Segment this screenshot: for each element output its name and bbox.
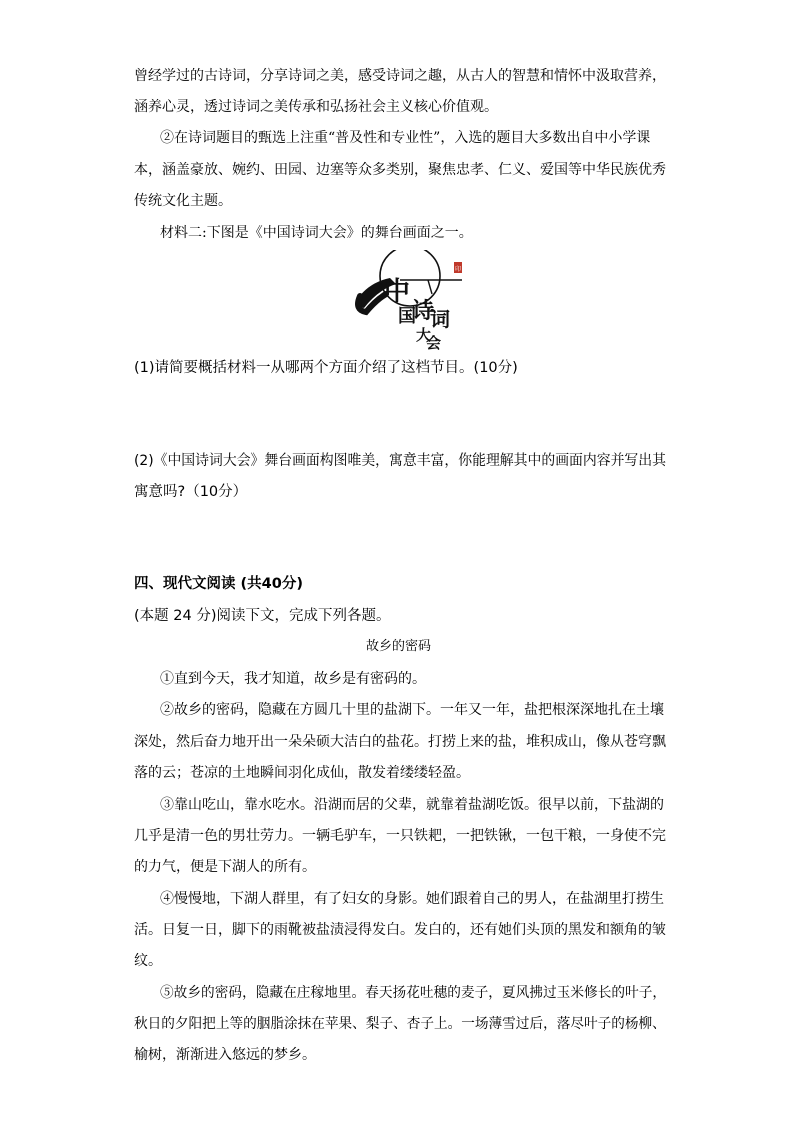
- article-title: 故乡的密码: [366, 639, 432, 654]
- svg-text:印: 印: [454, 266, 462, 273]
- question-2-line-1: (2)《中国诗词大会》舞台画面构图唯美，寓意丰富，你能理解其中的画面内容并写出其: [134, 453, 666, 469]
- body-line: 的力气，便是下湖人的所有。: [134, 859, 316, 875]
- body-line: 传统文化主题。: [134, 193, 232, 209]
- question-2-line-2: 寓意吗?（10分）: [134, 484, 248, 500]
- section-heading: 四、现代文阅读 (共40分): [134, 576, 303, 592]
- svg-text:中: 中: [384, 277, 411, 307]
- svg-text:大: 大: [416, 326, 432, 344]
- body-line: 榆树，渐渐进入悠远的梦乡。: [134, 1047, 316, 1063]
- body-line: ④慢慢地，下湖人群里，有了妇女的身影。她们跟着自己的男人，在盐湖里打捞生: [160, 891, 664, 907]
- body-line: 纹。: [134, 953, 162, 969]
- body-line: 秋日的夕阳把上等的胭脂涂抹在苹果、梨子、杏子上。一场薄雪过后，落尽叶子的杨柳、: [134, 1016, 666, 1032]
- body-line: 落的云；苍凉的土地瞬间羽化成仙，散发着缕缕轻盈。: [134, 765, 470, 781]
- body-line: ①直到今天，我才知道，故乡是有密码的。: [160, 671, 426, 687]
- body-line: ②在诗词题目的甄选上注重“普及性和专业性”，入选的题目大多数出自中小学课: [160, 130, 651, 146]
- material-two-intro: 材料二:下图是《中国诗词大会》的舞台画面之一。: [160, 225, 473, 241]
- poetry-conference-logo: [350, 250, 480, 350]
- question-1: (1)请简要概括材料一从哪两个方面介绍了这档节目。(10分): [134, 360, 518, 376]
- body-line: 几乎是清一色的男壮劳力。一辆毛驴车，一只铁耙，一把铁锹，一包干粮，一身使不完: [134, 828, 666, 844]
- body-line: ⑤故乡的密码，隐藏在庄稼地里。春天扬花吐穗的麦子，夏风拂过玉米修长的叶子，: [160, 985, 667, 1001]
- svg-text:国: 国: [398, 306, 416, 327]
- svg-text:诗: 诗: [412, 298, 435, 324]
- body-line: ③靠山吃山，靠水吃水。沿湖而居的父辈，就靠着盐湖吃饭。很早以前，下盐湖的: [160, 797, 664, 813]
- body-line: 曾经学过的古诗词，分享诗词之美，感受诗词之趣，从古人的智慧和情怀中汲取营养，: [134, 68, 666, 84]
- section-instruction: (本题 24 分)阅读下文，完成下列各题。: [134, 608, 391, 624]
- body-line: 深处，然后奋力地开出一朵朵硕大洁白的盐花。打捞上来的盐，堆积成山，像从苍穹飘: [134, 734, 666, 750]
- body-line: ②故乡的密码，隐藏在方圆几十里的盐湖下。一年又一年，盐把根深深地扎在土壤: [160, 702, 664, 718]
- body-line: 活。日复一日，脚下的雨靴被盐渍浸得发白。发白的，还有她们头顶的黑发和额角的皱: [134, 922, 666, 938]
- svg-text:词: 词: [430, 307, 450, 331]
- body-line: 涵养心灵，透过诗词之美传承和弘扬社会主义核心价值观。: [134, 99, 498, 115]
- body-line: 本，涵盖豪放、婉约、田园、边塞等众多类别，聚焦忠孝、仁义、爱国等中华民族优秀: [134, 162, 666, 178]
- svg-text:会: 会: [426, 334, 442, 350]
